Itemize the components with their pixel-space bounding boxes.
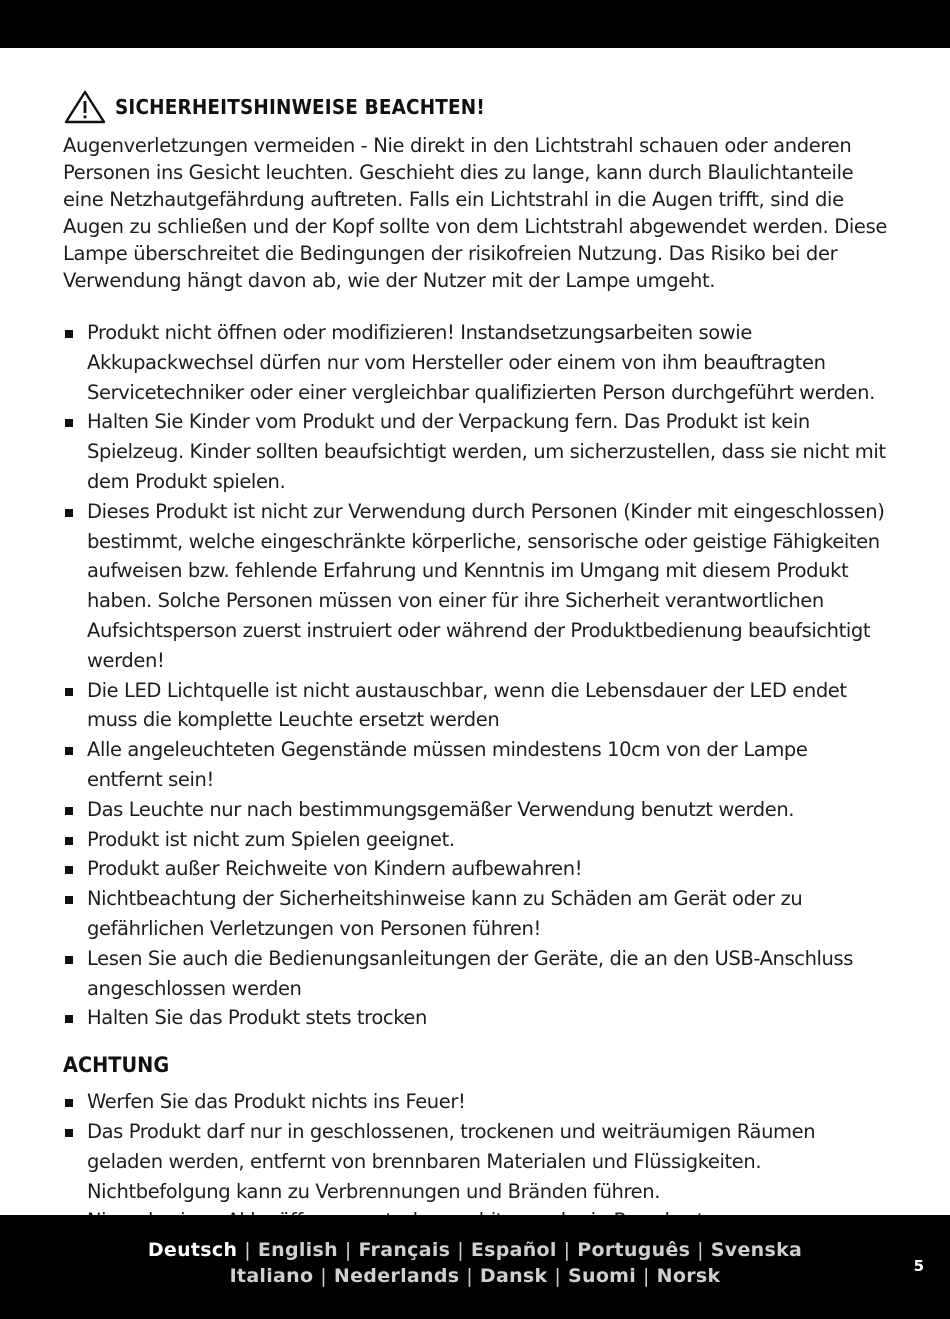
language-link-dansk[interactable]: Dansk (479, 1265, 548, 1287)
language-link-español[interactable]: Español (470, 1239, 557, 1261)
list-item (63, 318, 888, 407)
language-link-english[interactable]: English (257, 1239, 338, 1261)
list-item-text: Lesen Sie auch die Bedienungsanleitungen der Geräte, die an den USB-Anschluss angeschlossen werden (87, 946, 854, 1000)
language-separator: | (643, 1265, 650, 1287)
page-content (63, 88, 888, 1236)
intro-paragraph: Augenverletzungen vermeiden - Nie direkt in den Lichtstrahl schauen oder anderen Personen ins Gesicht leuchten. Geschieht dies zu lange, kann durch Blaulichtanteile eine Netzhautgefährdung auftreten. Falls ein Lichtstrahl in die Augen trifft, sind die Augen zu schließen und der Kopf sollte von dem Lichtstrahl abgewendet werden. Diese Lampe überschreitet die Bedingungen der risikofreien Nutzung. Das Risiko bei der Verwendung hängt davon ab, wie der Nutzer mit der Lampe umgeht. (63, 134, 888, 292)
language-link-svenska[interactable]: Svenska (710, 1239, 803, 1261)
list-item-text: Produkt außer Reichweite von Kindern aufbewahren! (87, 857, 583, 881)
language-line-1 (0, 1237, 950, 1263)
language-line-2 (0, 1263, 950, 1289)
bullet-square-icon (65, 747, 73, 755)
list-item (63, 944, 888, 1004)
list-item (63, 1003, 888, 1033)
top-bar (0, 0, 950, 48)
footer (0, 1215, 950, 1319)
bullet-square-icon (65, 509, 73, 517)
list-item (63, 497, 888, 676)
safety-list (63, 318, 888, 1033)
language-separator: | (563, 1239, 571, 1261)
list-item (63, 825, 888, 855)
list-item-text: Die LED Lichtquelle ist nicht austauschbar, wenn die Lebensdauer der LED endet muss die komplette Leuchte ersetzt werden (87, 678, 847, 732)
bullet-square-icon (65, 330, 73, 338)
list-item (63, 676, 888, 736)
warning-triangle-icon (63, 89, 107, 125)
list-item-text: Produkt ist nicht zum Spielen geeignet. (87, 827, 455, 851)
list-item (63, 854, 888, 884)
language-link-italiano[interactable]: Italiano (229, 1265, 314, 1287)
bullet-square-icon (65, 419, 73, 427)
language-link-norsk[interactable]: Norsk (656, 1265, 721, 1287)
list-item-text: Alle angeleuchteten Gegenstände müssen mindestens 10cm von der Lampe entfernt sein! (87, 738, 808, 791)
language-separator: | (554, 1265, 562, 1287)
list-item (63, 795, 888, 825)
list-item-text: Halten Sie Kinder vom Produkt und der Verpackung fern. Das Produkt ist kein Spielzeug. Kinder sollten beaufsichtigt werden, um sicherzustellen, dass sie nicht mit dem Produkt spielen. (87, 410, 886, 493)
safety-title: SICHERHEITSHINWEISE BEACHTEN! (115, 95, 485, 119)
bullet-square-icon (65, 896, 73, 904)
list-item-text: Halten Sie das Produkt stets trocken (87, 1006, 427, 1030)
language-separator: | (457, 1239, 464, 1261)
list-item-text: Nichtbeachtung der Sicherheitshinweise kann zu Schäden am Gerät oder zu gefährlichen Verletzungen von Personen führen! (87, 887, 803, 940)
list-item-text: Das Leuchte nur nach bestimmungsgemäßer Verwendung benutzt werden. (87, 797, 795, 821)
list-item-text: Werfen Sie das Produkt nichts ins Feuer! (87, 1090, 466, 1114)
bullet-square-icon (65, 837, 73, 845)
language-link-deutsch[interactable]: Deutsch (147, 1239, 238, 1261)
achtung-list (63, 1087, 888, 1236)
language-separator: | (320, 1265, 327, 1287)
bullet-square-icon (65, 1015, 73, 1023)
list-item (63, 735, 888, 795)
bullet-square-icon (65, 1129, 73, 1137)
bullet-square-icon (65, 688, 73, 696)
list-item (63, 884, 888, 944)
language-nav (0, 1237, 950, 1289)
list-item (63, 407, 888, 496)
language-link-nederlands[interactable]: Nederlands (333, 1265, 460, 1287)
list-item-text: Dieses Produkt ist nicht zur Verwendung durch Personen (Kinder mit eingeschlossen) bestimmt, welche eingeschränkte körperliche, sensorische oder geistige Fähigkeiten aufweisen bzw. fehlende Erfahrung und Kenntnis im Umgang mit diesem Produkt haben. Solche Personen müssen von einer für ihre Sicherheit verantwortlichen Aufsichtsperson zuerst instruiert oder während der Produktbedienung beaufsichtigt werden! (87, 499, 885, 672)
bullet-square-icon (65, 1099, 73, 1107)
language-separator: | (344, 1239, 352, 1261)
list-item-text: Das Produkt darf nur in geschlossenen, trockenen und weiträumigen Räumen geladen werden, entfernt von brennbaren Materialen und Flüssigkeiten. Nichtbefolgung kann zu Verbrennungen und Bränden führen. (87, 1119, 816, 1203)
language-link-português[interactable]: Português (577, 1239, 691, 1261)
language-separator: | (697, 1239, 704, 1261)
bullet-square-icon (65, 807, 73, 815)
list-item (63, 1087, 888, 1117)
bullet-square-icon (65, 866, 73, 874)
bullet-square-icon (65, 956, 73, 964)
language-link-suomi[interactable]: Suomi (568, 1265, 637, 1287)
list-item-text: Produkt nicht öffnen oder modifizieren! Instandsetzungsarbeiten sowie Akkupackwechsel dürfen nur vom Hersteller oder einem von ihm beauftragten Servicetechniker oder einer vergleichbar qualifizierten Person durchgeführt werden. (87, 321, 875, 404)
list-item (63, 1117, 888, 1206)
language-separator: | (244, 1239, 251, 1261)
page-number: 5 (913, 1257, 924, 1275)
achtung-heading: ACHTUNG (63, 1053, 170, 1078)
language-separator: | (466, 1265, 473, 1287)
safety-heading (63, 88, 888, 126)
language-link-français[interactable]: Français (358, 1239, 451, 1261)
